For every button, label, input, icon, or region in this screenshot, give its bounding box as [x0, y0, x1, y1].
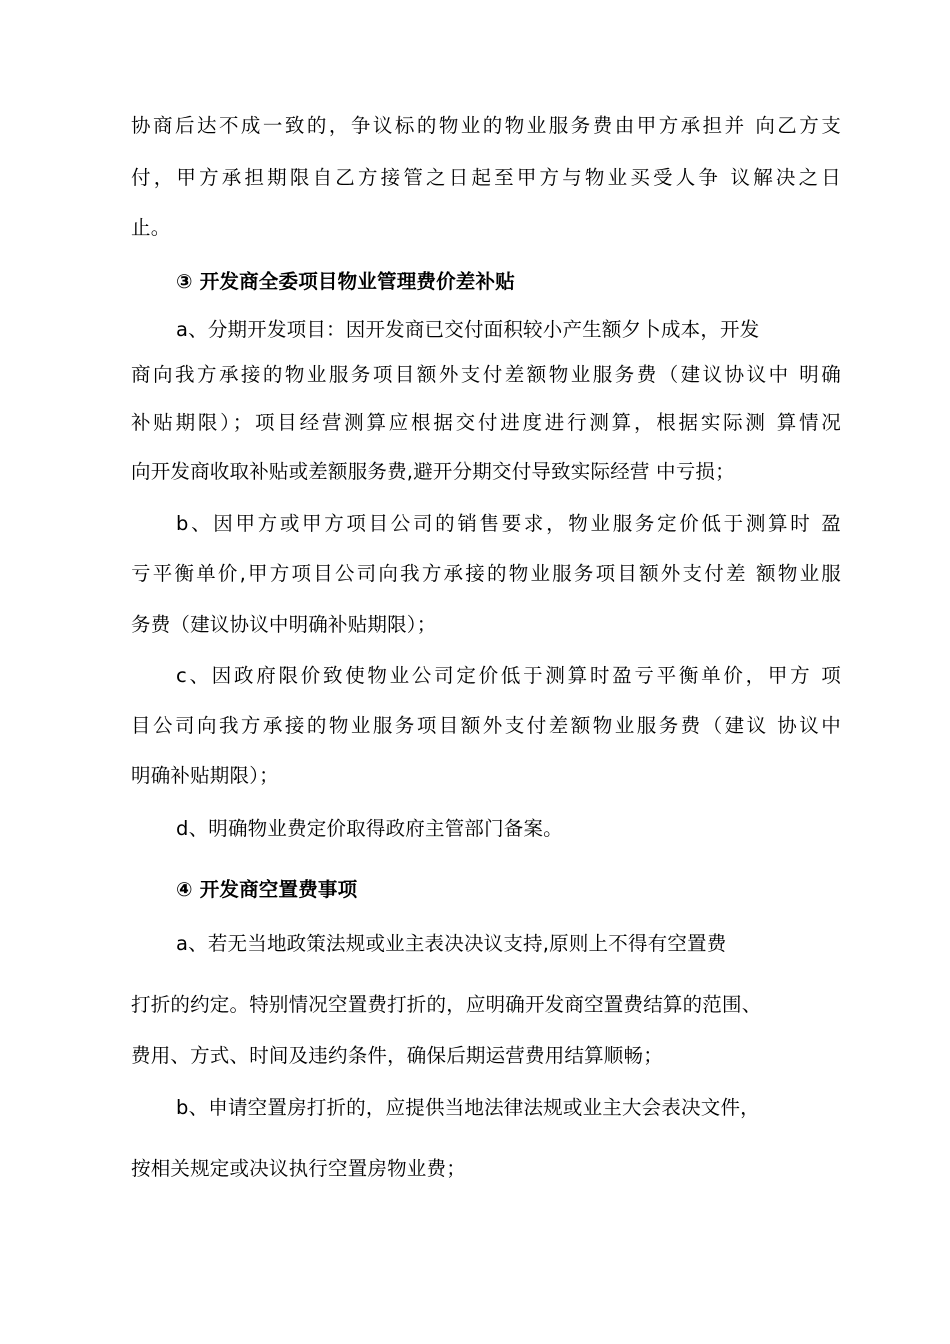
list-item-line: c、因政府限价致使物业公司定价低于测算时盈亏平衡单价，甲方 项: [176, 664, 841, 687]
list-item-line: 亏平衡单价,甲方项目公司向我方承接的物业服务项目额外支付差 额物业服: [131, 562, 841, 585]
list-item-line: b、因甲方或甲方项目公司的销售要求，物业服务定价低于测算时 盈: [176, 512, 841, 535]
list-item-line: a、分期开发项目：因开发商已交付面积较小产生额夕卜成本，开发: [176, 318, 760, 341]
section-heading: ④ 开发商空置费事项: [176, 878, 358, 901]
paragraph-line: 付，甲方承担期限自乙方接管之日起至甲方与物业买受人争 议解决之日: [131, 166, 841, 189]
list-item-line: d、明确物业费定价取得政府主管部门备案。: [176, 817, 563, 840]
list-item-line: 务费（建议协议中明确补贴期限）；: [131, 613, 437, 636]
paragraph-line: 协商后达不成一致的，争议标的物业的物业服务费由甲方承担并 向乙方支: [131, 114, 841, 137]
list-item-line: 费用、方式、时间及违约条件，确保后期运营费用结算顺畅；: [131, 1044, 663, 1067]
list-item-line: 补贴期限）；项目经营测算应根据交付进度进行测算，根据实际测 算情况: [131, 411, 841, 434]
list-item-line: 按相关规定或决议执行空置房物业费；: [131, 1157, 466, 1180]
list-item-line: 向开发商收取补贴或差额服务费,避开分期交付导致实际经营 中亏损；: [131, 460, 735, 483]
list-item-line: 商向我方承接的物业服务项目额外支付差额物业服务费（建议协议中 明确: [131, 363, 841, 386]
list-item-line: 打折的约定。特别情况空置费打折的，应明确开发商空置费结算的范围、: [131, 993, 762, 1016]
section-heading: ③ 开发商全委项目物业管理费价差补贴: [176, 270, 515, 293]
list-item-line: 目公司向我方承接的物业服务项目额外支付差额物业服务费（建议 协议中: [131, 714, 841, 737]
list-item-line: b、申请空置房打折的，应提供当地法律法规或业主大会表决文件，: [176, 1096, 760, 1119]
paragraph-line: 止。: [131, 216, 171, 239]
list-item-line: a、若无当地政策法规或业主表决决议支持,原则上不得有空置费: [176, 932, 727, 955]
list-item-line: 明确补贴期限）；: [131, 764, 279, 787]
